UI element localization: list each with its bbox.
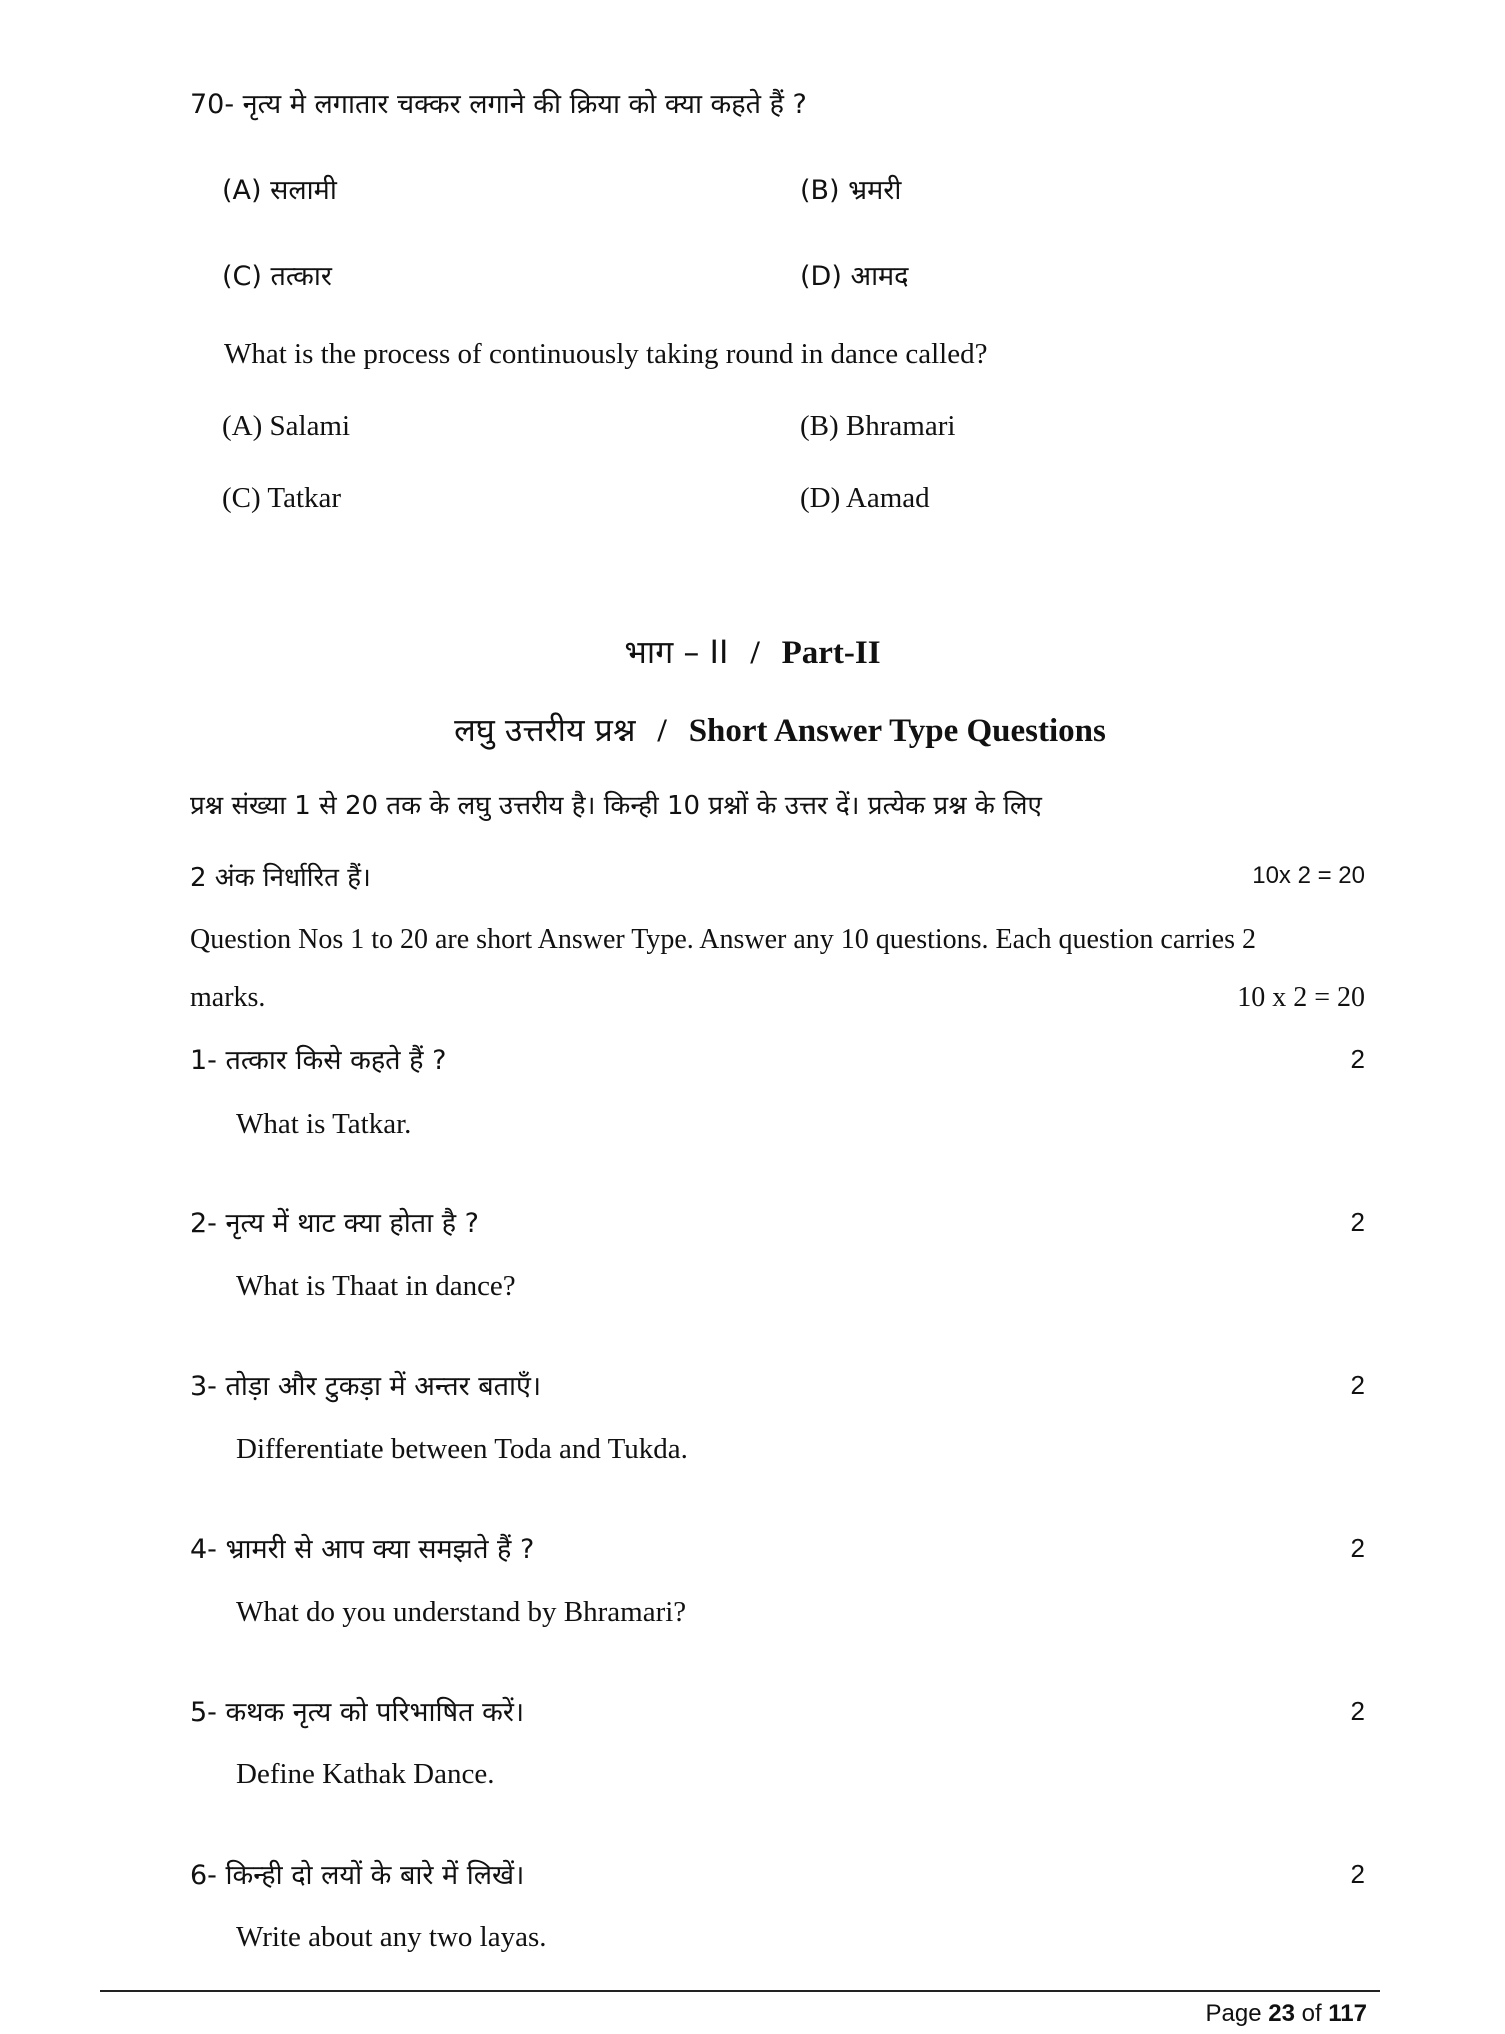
- question-4-marks: 2: [1350, 1533, 1365, 1563]
- instructions-english-line2: marks.: [190, 982, 266, 1013]
- q70-hindi-option-c: (C) तत्कार: [222, 261, 332, 292]
- q70-hindi-option-b: (B) भ्रमरी: [800, 175, 902, 206]
- q70-english-option-b: (B) Bhramari: [800, 410, 956, 442]
- instructions-hindi-line2: 2 अंक निर्धारित हैं।: [190, 863, 371, 893]
- page-total: 117: [1328, 2000, 1367, 2027]
- q70-hindi-question: 70- नृत्य मे लगातार चक्कर लगाने की क्रिया को क्या कहते हैं ?: [190, 89, 807, 120]
- page-label-of: of: [1301, 2000, 1322, 2027]
- part-heading: [0, 630, 1505, 673]
- question-5-hindi: 5- कथक नृत्य को परिभाषित करें।: [190, 1697, 525, 1728]
- question-6-marks: 2: [1350, 1859, 1365, 1889]
- question-6-english: Write about any two layas.: [236, 1921, 547, 1953]
- question-6-hindi: 6- किन्ही दो लयों के बारे में लिखें।: [190, 1860, 525, 1891]
- q70-hindi-option-d: (D) आमद: [800, 261, 909, 292]
- question-4-english: What do you understand by Bhramari?: [236, 1596, 687, 1628]
- question-1-marks: 2: [1350, 1044, 1365, 1074]
- part-title-hindi: भाग – II: [624, 633, 729, 671]
- question-3-english: Differentiate between Toda and Tukda.: [236, 1433, 688, 1465]
- question-5-marks: 2: [1350, 1696, 1365, 1726]
- q70-english-option-d: (D) Aamad: [800, 482, 930, 514]
- page-current: 23: [1268, 2000, 1295, 2027]
- instructions-english-line1: Question Nos 1 to 20 are short Answer Type. Answer any 10 questions. Each question carries 2: [190, 924, 1256, 955]
- question-2-english: What is Thaat in dance?: [236, 1270, 516, 1302]
- page-label-prefix: Page: [1205, 2000, 1262, 2027]
- question-2-hindi: 2- नृत्य में थाट क्या होता है ?: [190, 1208, 479, 1239]
- section-title-english: Short Answer Type Questions: [688, 713, 1106, 749]
- question-4-hindi: 4- भ्रामरी से आप क्या समझते हैं ?: [190, 1534, 535, 1565]
- instructions-english-marks: 10 x 2 = 20: [1237, 982, 1365, 1013]
- q70-hindi-option-a: (A) सलामी: [222, 175, 337, 206]
- section-title-hindi: लघु उत्तरीय प्रश्न: [454, 711, 636, 749]
- part-separator: /: [750, 635, 760, 671]
- instructions-hindi-line1: प्रश्न संख्या 1 से 20 तक के लघु उत्तरीय है। किन्ही 10 प्रश्नों के उत्तर दें। प्रत्येक प्रश्न के लिए: [190, 791, 1042, 821]
- q70-english-question: What is the process of continuously taking round in dance called?: [224, 338, 988, 370]
- footer-divider: [100, 1990, 1380, 1992]
- question-3-marks: 2: [1350, 1370, 1365, 1400]
- question-1-hindi: 1- तत्कार किसे कहते हैं ?: [190, 1045, 447, 1076]
- q70-english-option-a: (A) Salami: [222, 410, 351, 442]
- q70-english-option-c: (C) Tatkar: [222, 482, 342, 514]
- part-title-english: Part-II: [781, 635, 881, 671]
- instructions-hindi-marks: 10x 2 = 20: [1252, 862, 1365, 889]
- section-heading: [0, 708, 1505, 751]
- question-2-marks: 2: [1350, 1207, 1365, 1237]
- question-5-english: Define Kathak Dance.: [236, 1758, 495, 1790]
- question-3-hindi: 3- तोड़ा और टुकड़ा में अन्तर बताएँ।: [190, 1371, 542, 1402]
- page-number: [1205, 2000, 1367, 2028]
- section-separator: /: [657, 713, 667, 749]
- question-1-english: What is Tatkar.: [236, 1108, 412, 1140]
